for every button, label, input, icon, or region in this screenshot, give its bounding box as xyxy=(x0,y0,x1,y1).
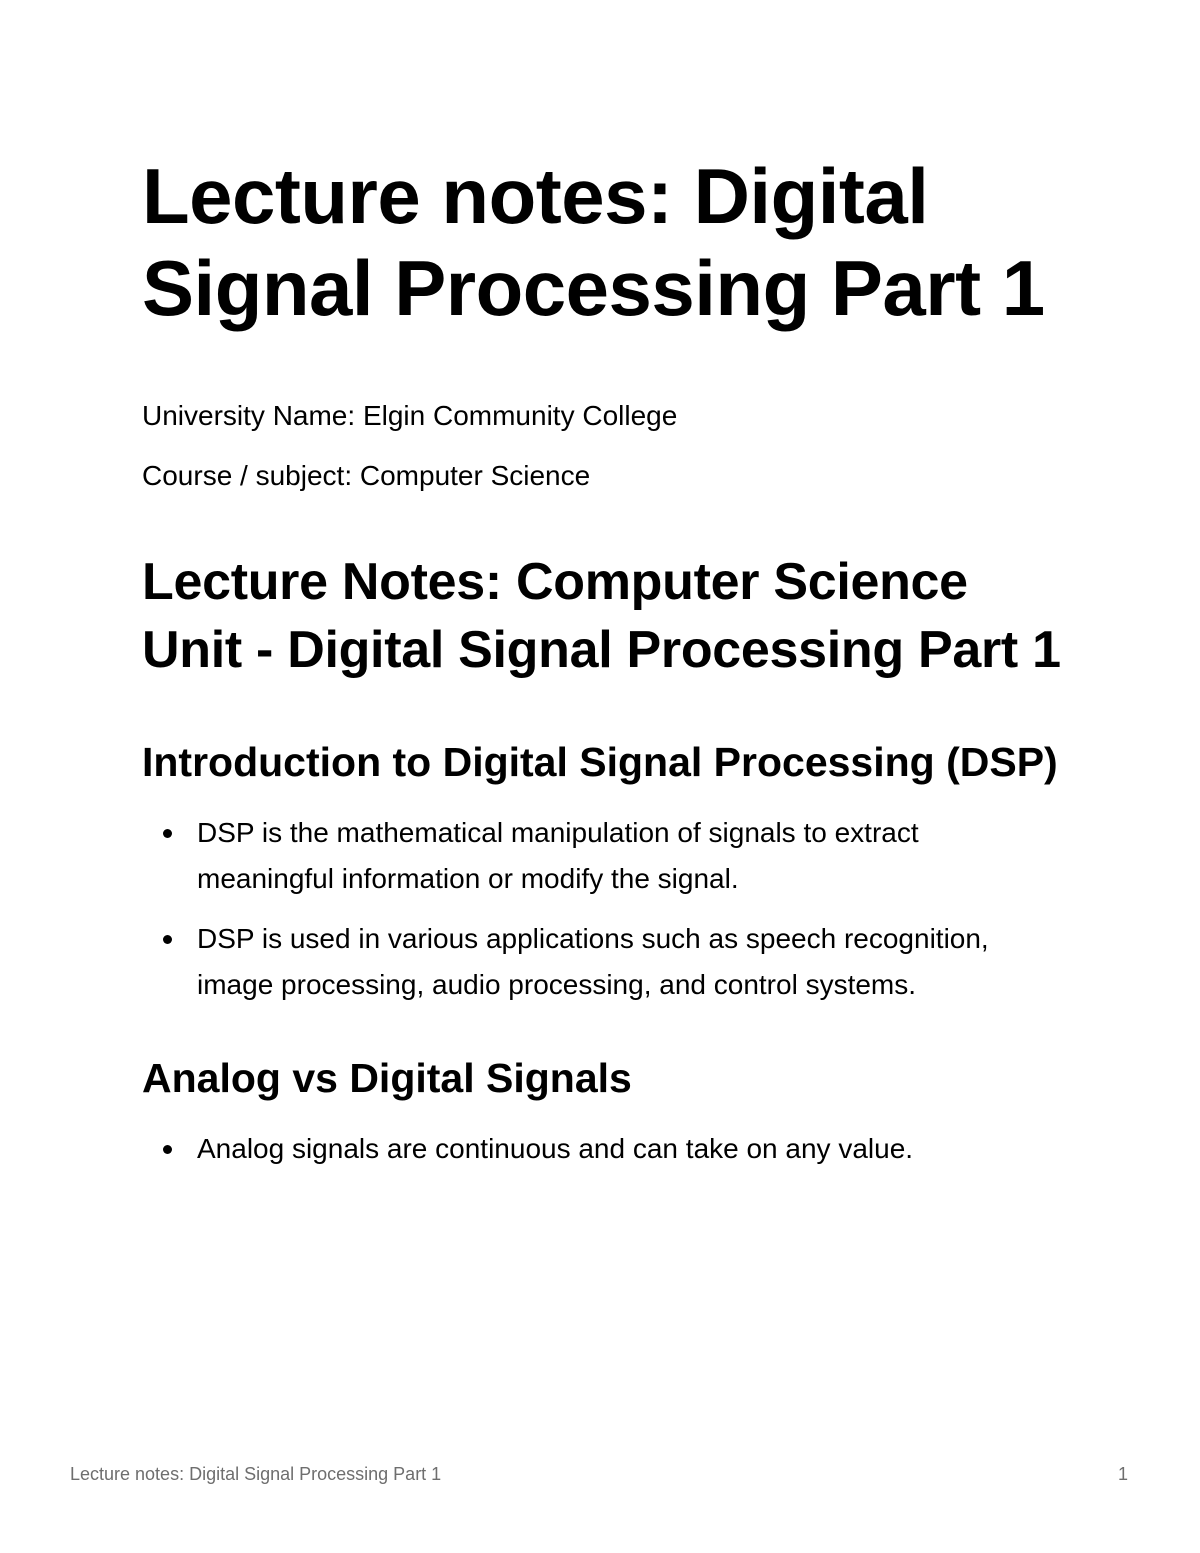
analog-bullet-list xyxy=(142,1126,1062,1172)
page-number: 1 xyxy=(1117,1464,1128,1484)
intro-bullet-list xyxy=(142,810,1062,1008)
list-item xyxy=(197,810,1062,902)
footer-title: Lecture notes: Digital Signal Processing Part 1 xyxy=(70,1464,442,1484)
university-name: University Name: Elgin Community College xyxy=(142,400,678,431)
section-heading: Lecture Notes: Computer Science Unit - Digital Signal Processing Part 1 xyxy=(142,553,1061,679)
list-item xyxy=(197,1126,1062,1172)
bullet-icon xyxy=(163,935,172,944)
page-content xyxy=(142,150,1062,1186)
course-subject: Course / subject: Computer Science xyxy=(142,460,591,491)
intro-heading: Introduction to Digital Signal Processing (DSP) xyxy=(142,739,1058,785)
list-item-text: Analog signals are continuous and can take on any value. xyxy=(197,1133,914,1164)
document-meta xyxy=(142,398,1062,494)
bullet-icon xyxy=(163,1145,172,1154)
list-item xyxy=(197,916,1062,1008)
analog-digital-heading: Analog vs Digital Signals xyxy=(142,1055,632,1101)
list-item-text: DSP is used in various applications such as speech recognition, image processing, audio processing, and control systems. xyxy=(197,923,989,1000)
list-item-text: DSP is the mathematical manipulation of signals to extract meaningful information or modify the signal. xyxy=(197,817,919,894)
document-title: Lecture notes: Digital Signal Processing Part 1 xyxy=(142,152,1045,332)
bullet-icon xyxy=(163,829,172,838)
